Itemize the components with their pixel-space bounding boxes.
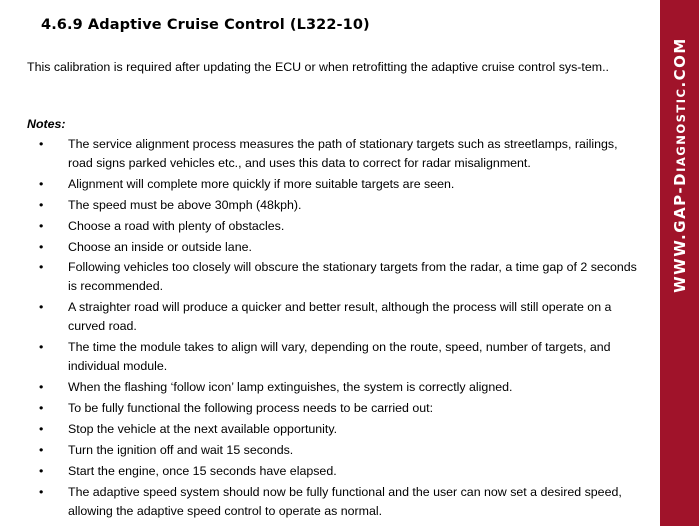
- bullet-icon: •: [39, 137, 44, 151]
- bullet-icon: •: [39, 463, 44, 478]
- list-item: [27, 217, 645, 236]
- note-text: Choose an inside or outside lane.: [68, 239, 252, 254]
- bullet-icon: •: [39, 260, 44, 275]
- note-text: The speed must be above 30mph (48kph).: [68, 197, 302, 212]
- note-text: Following vehicles too closely will obscure the stationary targets from the radar, a time gap of 2 seconds is recommended.: [68, 260, 637, 294]
- list-item: [27, 135, 645, 173]
- section-heading: 4.6.9 Adaptive Cruise Control (L322-10): [41, 17, 370, 33]
- bullet-icon: •: [39, 442, 44, 457]
- list-item: [27, 441, 645, 460]
- note-text: The time the module takes to align will vary, depending on the route, speed, number of targets, and individual module.: [68, 340, 611, 374]
- watermark-tail: .COM: [670, 37, 689, 88]
- list-item: [27, 399, 645, 418]
- list-item: [27, 338, 645, 376]
- brand-side-band: [660, 0, 699, 526]
- list-item: [27, 420, 645, 439]
- bullet-icon: •: [39, 380, 44, 395]
- note-text: Alignment will complete more quickly if more suitable targets are seen.: [68, 176, 455, 191]
- note-text: When the flashing ‘follow icon’ lamp extinguishes, the system is correctly aligned.: [68, 380, 513, 395]
- note-text: The service alignment process measures the path of stationary targets such as streetlamps, railings, road signs parked vehicles etc., and uses this data to correct for radar misalignment.: [68, 137, 618, 170]
- bullet-icon: •: [39, 218, 44, 233]
- list-item: [27, 175, 645, 194]
- watermark-d: D: [670, 171, 689, 186]
- notes-label: Notes:: [27, 117, 66, 131]
- notes-list: [27, 135, 645, 522]
- note-text: Turn the ignition off and wait 15 seconds.: [68, 442, 294, 457]
- list-item: [27, 462, 645, 481]
- intro-paragraph: This calibration is required after updating the ECU or when retrofitting the adaptive cruise control sys-tem..: [27, 60, 609, 74]
- watermark-lead: WWW.GAP-: [670, 185, 689, 293]
- list-item: [27, 258, 645, 296]
- note-text: A straighter road will produce a quicker and better result, although the process will still operate on a curved road.: [68, 300, 612, 334]
- bullet-icon: •: [39, 176, 44, 191]
- watermark-small-caps: IAGNOSTIC: [673, 87, 688, 172]
- bullet-icon: •: [39, 484, 44, 499]
- note-text: Start the engine, once 15 seconds have elapsed.: [68, 463, 337, 478]
- bullet-icon: •: [39, 300, 44, 315]
- bullet-icon: •: [39, 401, 44, 416]
- list-item: [27, 378, 645, 397]
- bullet-icon: •: [39, 239, 44, 254]
- bullet-icon: •: [39, 340, 44, 355]
- list-item: [27, 483, 645, 521]
- website-watermark: [671, 37, 689, 293]
- bullet-icon: •: [39, 197, 44, 212]
- list-item: [27, 238, 645, 257]
- bullet-icon: •: [39, 421, 44, 436]
- note-text: Stop the vehicle at the next available opportunity.: [68, 421, 338, 436]
- note-text: Choose a road with plenty of obstacles.: [68, 218, 285, 233]
- list-item: [27, 298, 645, 336]
- note-text: The adaptive speed system should now be fully functional and the user can now set a desired speed, allowing the adaptive speed control to operate as normal.: [68, 484, 622, 518]
- list-item: [27, 196, 645, 215]
- note-text: To be fully functional the following process needs to be carried out:: [68, 401, 434, 416]
